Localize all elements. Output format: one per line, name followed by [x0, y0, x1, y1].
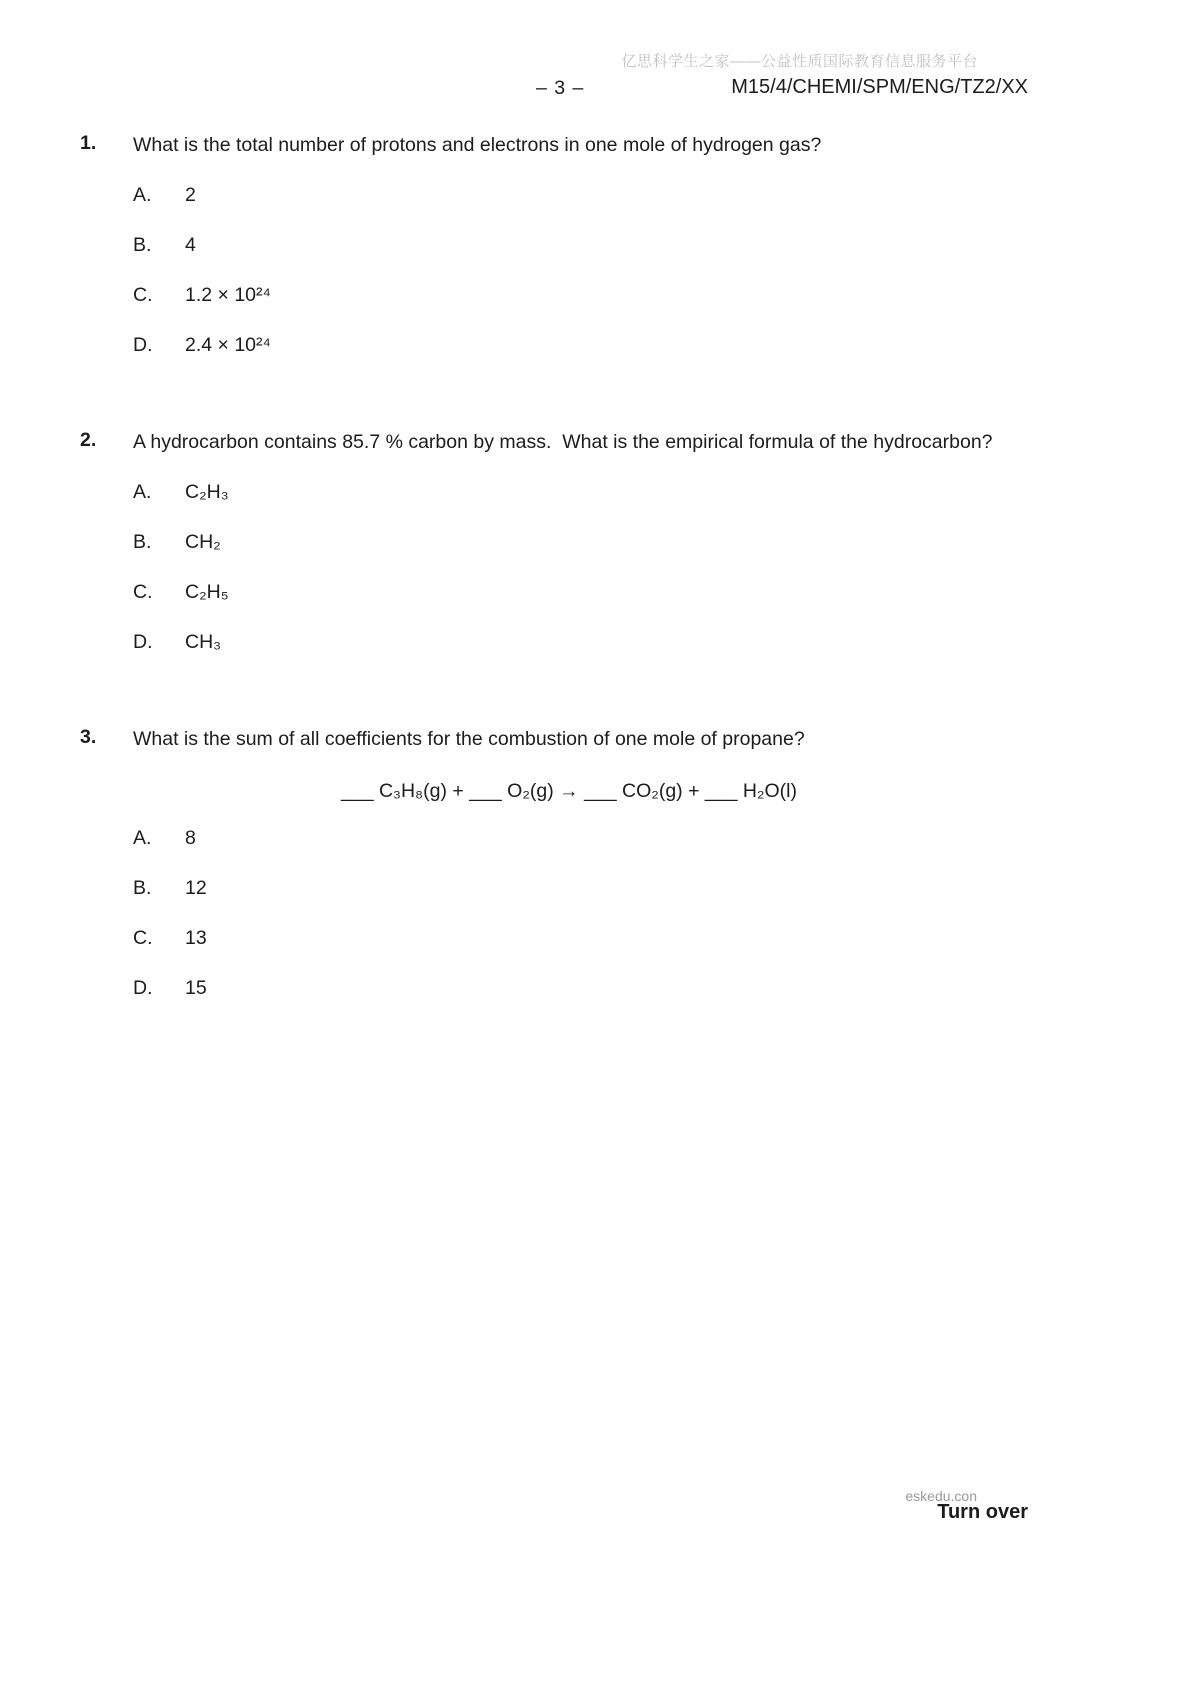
option-value: 13: [185, 927, 207, 949]
turn-over-label: Turn over: [937, 1501, 1028, 1523]
option-row: [133, 481, 1005, 503]
option-value: 2.4 × 10²⁴: [185, 334, 271, 356]
option-value: 2: [185, 184, 196, 206]
watermark-bottom: eskedu.con: [905, 1488, 977, 1504]
option-row: [133, 827, 1005, 849]
option-value: CH₂: [185, 531, 221, 553]
option-row: [133, 581, 1005, 603]
question-3-number: 3.: [80, 726, 97, 748]
question-1-number: 1.: [80, 132, 97, 154]
option-row: [133, 631, 1005, 653]
option-label: B.: [133, 531, 152, 553]
option-row: [133, 184, 1005, 206]
option-label: B.: [133, 234, 152, 256]
option-value: 1.2 × 10²⁴: [185, 284, 271, 306]
option-value: 4: [185, 234, 196, 256]
question-2: [80, 429, 1111, 681]
option-label: D.: [133, 631, 153, 653]
option-value: 15: [185, 977, 207, 999]
option-row: [133, 927, 1005, 949]
option-label: B.: [133, 877, 152, 899]
option-value: 8: [185, 827, 196, 849]
option-row: [133, 877, 1005, 899]
option-value: 12: [185, 877, 207, 899]
question-3-options: [133, 827, 1005, 999]
option-row: [133, 531, 1005, 553]
question-1: [80, 132, 1111, 384]
question-1-options: [133, 184, 1005, 356]
option-label: C.: [133, 284, 153, 306]
option-value: C₂H₃: [185, 481, 229, 503]
option-label: A.: [133, 184, 152, 206]
option-label: A.: [133, 827, 152, 849]
option-label: C.: [133, 927, 153, 949]
option-row: [133, 334, 1005, 356]
option-row: [133, 234, 1005, 256]
option-label: D.: [133, 977, 153, 999]
paper-code: M15/4/CHEMI/SPM/ENG/TZ2/XX: [731, 76, 1028, 98]
question-3: [80, 726, 1111, 1027]
question-3-text: What is the sum of all coefficients for the combustion of one mole of propane?: [133, 728, 805, 750]
question-2-options: [133, 481, 1005, 653]
question-1-body: [133, 132, 1005, 384]
option-row: [133, 977, 1005, 999]
question-2-text: A hydrocarbon contains 85.7 % carbon by mass. What is the empirical formula of the hydrocarbon?: [133, 431, 993, 453]
option-value: CH₃: [185, 631, 222, 653]
question-2-number: 2.: [80, 429, 97, 451]
combustion-equation: ___ C₃H₈(g) + ___ O₂(g) → ___ CO₂(g) + ___ H₂O(l): [341, 780, 797, 802]
option-value: C₂H₅: [185, 581, 229, 603]
question-3-body: [133, 726, 1005, 1027]
option-row: [133, 284, 1005, 306]
page-number: – 3 –: [536, 77, 585, 99]
option-label: C.: [133, 581, 153, 603]
option-label: D.: [133, 334, 153, 356]
option-label: A.: [133, 481, 152, 503]
watermark-top: 亿思科学生之家——公益性质国际教育信息服务平台: [621, 53, 978, 70]
question-2-body: [133, 429, 1005, 681]
question-1-text: What is the total number of protons and electrons in one mole of hydrogen gas?: [133, 134, 822, 156]
